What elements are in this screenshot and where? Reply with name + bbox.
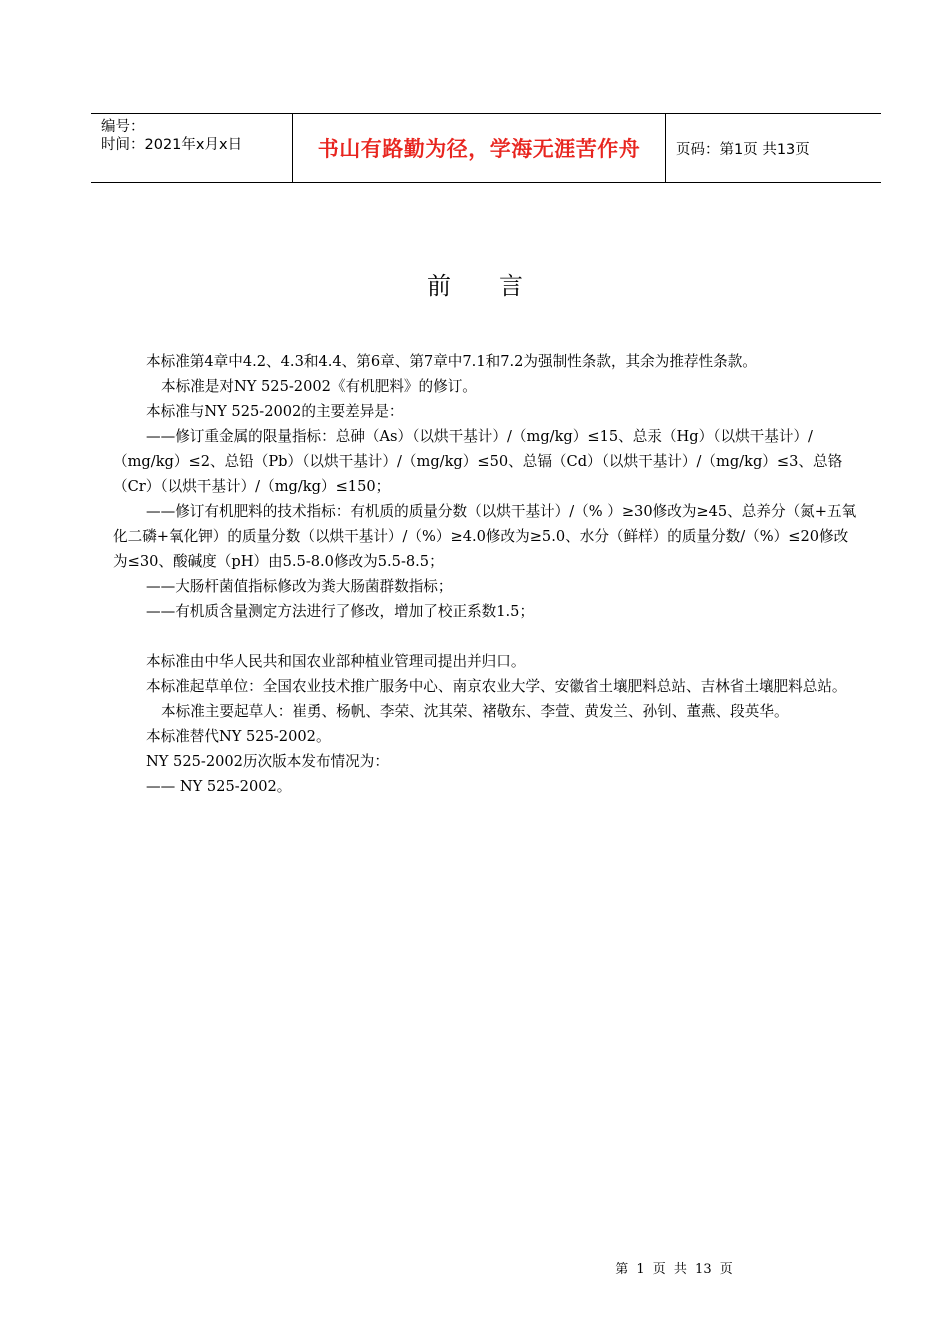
paragraph: 本标准是对NY 525-2002《有机肥料》的修订。: [161, 378, 477, 395]
document-body: [113, 349, 861, 799]
header-motto-cell: [293, 114, 666, 182]
paragraph: NY 525-2002历次版本发布情况为：: [146, 753, 389, 770]
paragraph: ——修订重金属的限量指标：总砷（As）（以烘干基计）/（mg/kg）≤15、总汞（Hg）（以烘干基计）/（mg/kg）≤2、总铅（Pb）（以烘干基计）/（mg/kg）≤50、总镉（Cd）（以烘干基计）/（mg/kg）≤3、总铬（Cr）（以烘干基计）/（mg/kg）≤150；: [113, 428, 843, 495]
paragraph: —— NY 525-2002。: [146, 778, 292, 795]
paragraph: ——有机质含量测定方法进行了修改，增加了校正系数1.5；: [146, 603, 535, 620]
spacer: [113, 624, 861, 649]
paragraph: ——大肠杆菌值指标修改为粪大肠菌群数指标；: [146, 578, 453, 595]
paragraph: 本标准由中华人民共和国农业部种植业管理司提出并归口。: [146, 653, 526, 670]
number-label: 编号：: [101, 119, 145, 135]
paragraph: 本标准起草单位：全国农业技术推广服务中心、南京农业大学、安徽省土壤肥料总站、吉林省土壤肥料总站。: [146, 678, 847, 695]
header-page-info: 页码：第1页 共13页: [676, 141, 810, 158]
header-meta: [91, 114, 293, 182]
page-title: 前言: [427, 272, 571, 300]
paragraph: 本标准替代NY 525-2002。: [146, 728, 331, 745]
paragraph: ——修订有机肥料的技术指标：有机质的质量分数（以烘干基计）/（% ）≥30修改为≥45、总养分（氮+五氧化二磷+氧化钾）的质量分数（以烘干基计）/（%）≥4.0修改为≥5.0、水分（鲜样）的质量分数/（%）≤20修改为≤30、酸碱度（pH）由5.5-8.0修改为5.5-8.5；: [113, 503, 857, 570]
paragraph: 本标准主要起草人：崔勇、杨帆、李荣、沈其荣、褚敬东、李萱、黄发兰、孙钊、董燕、段英华。: [161, 703, 789, 720]
page-footer: 第 1 页 共 13 页: [615, 1262, 733, 1277]
header-motto: 书山有路勤为径，学海无涯苦作舟: [317, 137, 641, 161]
time-line: 时间：2021年x月x日: [101, 137, 243, 153]
paragraph: 本标准第4章中4.2、4.3和4.4、第6章、第7章中7.1和7.2为强制性条款，其余为推荐性条款。: [146, 353, 757, 370]
page-header: [91, 113, 881, 183]
paragraph: 本标准与NY 525-2002的主要差异是：: [146, 403, 404, 420]
